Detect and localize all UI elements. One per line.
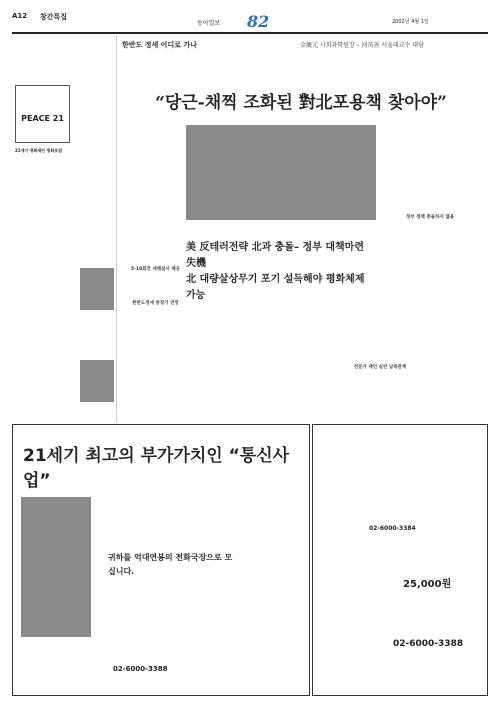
ad-title: 21세기 최고의 부가가치인 “통신사업”	[23, 446, 290, 491]
portrait-ha	[80, 360, 114, 402]
subheadline-line1: 美 反테러전략 北과 충돌– 정부 대책마련 失機	[186, 242, 364, 269]
paper-name: 동아일보	[197, 20, 221, 27]
page-header	[12, 8, 488, 34]
ad2-phone2: 02-6000-3388	[393, 639, 464, 649]
ad2-price: 25,000원	[403, 579, 452, 590]
page-number: A12	[12, 12, 28, 20]
section-name: 창간특집	[40, 13, 68, 21]
interview-photo	[186, 125, 376, 220]
ad-photo	[21, 497, 91, 637]
section-head-4: 정부 정책 충돌하지 않을	[405, 215, 455, 220]
anniversary-logo: 82	[247, 12, 270, 31]
subheadline-line2: 北 대량살상무기 포기 설득해야 평화체제 가능	[186, 274, 365, 301]
column-divider	[116, 36, 117, 422]
ad-phone: 02-6000-3388	[113, 665, 168, 673]
section-head-3: 전문가 제언 실린 남북관계	[353, 365, 407, 370]
section-head-2: 한반도정세 중장기 전망	[132, 301, 179, 306]
issue-date: 2002년 4월 1일	[392, 19, 429, 25]
ad2-phone1: 02-6000-3384	[369, 525, 416, 532]
telecom-ad	[12, 424, 310, 696]
peace21-logo-text: PEACE 21	[21, 114, 64, 123]
logo-caption: 21세기 평화재단 평화포럼	[15, 148, 62, 153]
headline: “당근-채찍 조화된 對北포용책 찾아야”	[155, 93, 447, 113]
subheadline	[186, 240, 376, 304]
section-head-1: 5·18회견 새해설서 제공	[130, 267, 180, 272]
ad-subtitle: 귀하를 억대연봉의 전화국장으로 모십니다.	[108, 553, 233, 576]
portrait-kim	[80, 268, 114, 310]
right-ad	[312, 424, 488, 696]
peace21-logo	[15, 85, 70, 143]
interviewee-label: 金慶元 사회과학원장 – 河英善 서울대교수 대담	[300, 42, 424, 49]
intro-text	[14, 158, 112, 278]
topic-label: 한반도 정세 어디로 가나	[122, 41, 197, 49]
